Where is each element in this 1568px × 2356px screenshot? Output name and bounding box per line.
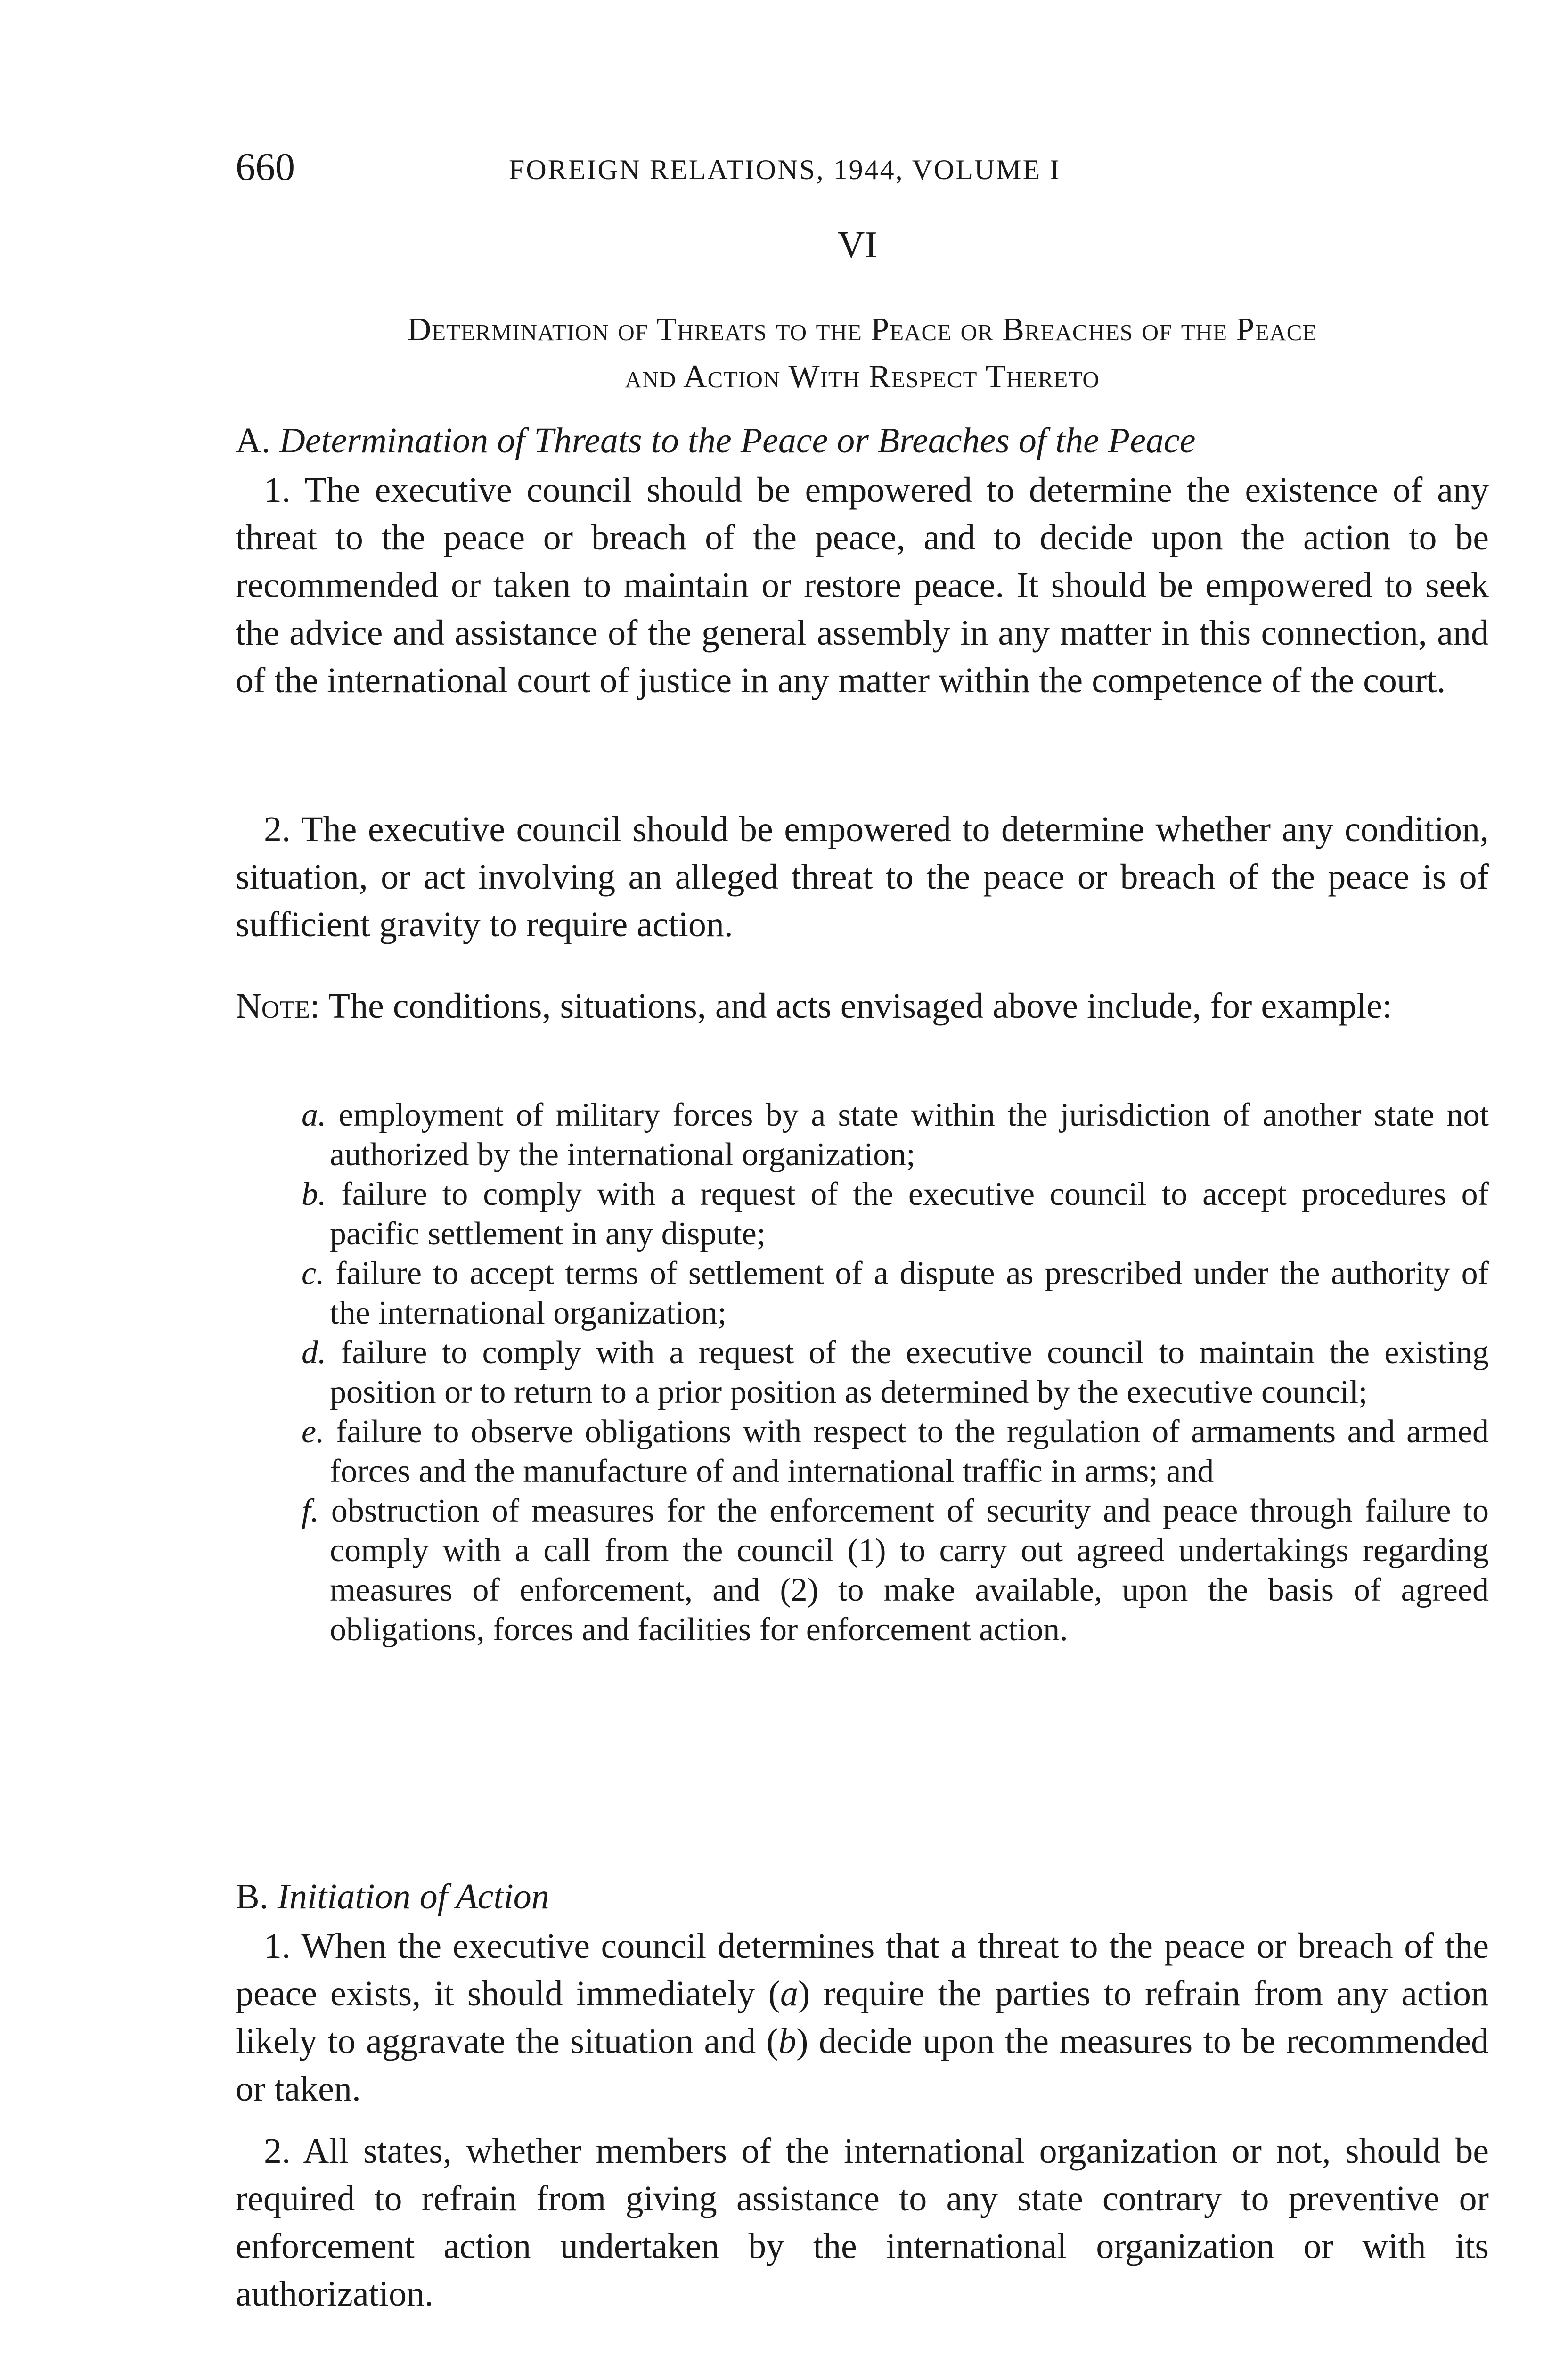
part-b-para-1-block [236,1922,1489,2113]
page-number: 660 [236,145,295,189]
list-letter: a. [302,1097,327,1133]
list-letter: d. [302,1334,327,1371]
part-b-para-1-text-b: ) require the parties to refrain from any action likely to aggravate the situation and ( [236,1974,1489,2061]
section-title-line-2: and Action With Respect Thereto [625,359,1100,395]
list-letter: b. [302,1176,327,1212]
subsection-heading-b [236,1873,1489,1920]
list-item-e [302,1412,1489,1491]
part-b-heading [236,1873,1489,1920]
conditions-list [302,1096,1489,1650]
part-b-paragraph-2: 2. All states, whether members of the international organization or not, should be required to refrain from giving assistance to any state contrary to preventive or enforcement action undertaken by the international organization or with its authorization. [236,2131,1489,2314]
list-text: failure to comply with a request of the executive council to accept procedures of pacific settlement in any dispute; [326,1176,1489,1252]
part-b-para-2-block [236,2127,1489,2318]
list-text: employment of military forces by a state within the jurisdiction of another state not authorized by the international organization; [326,1097,1489,1173]
note-block [236,982,1489,1030]
part-a-heading [236,417,1489,464]
page-header [236,141,1489,193]
section-numeral: VI [837,224,878,266]
list-letter: e. [302,1414,325,1450]
part-b-para-1-text-a: 1. When the executive council determines that a threat to the peace or breach of the peace exists, it should immediately ( [236,1926,1489,2013]
subsection-label-a: A. [236,421,270,460]
note-text: The conditions, situations, and acts envisaged above include, for example: [320,986,1392,1026]
list-item-a [302,1096,1489,1175]
list-item-d [302,1333,1489,1412]
section-title [236,306,1489,401]
subsection-title-b: Initiation of Action [277,1877,549,1916]
list-item-b [302,1175,1489,1254]
part-a-paragraph-2: 2. The executive council should be empowered to determine whether any condition, situation, or act involving an alleged threat to the peace or breach of the peace is of sufficient gravity to require action. [236,810,1489,944]
section-title-line-1: Determination of Threats to the Peace or Breaches of the Peace [407,311,1317,348]
part-a-paragraph-1: 1. The executive council should be empowered to determine the existence of any threat to the peace or breach of the peace, and to decide upon the action to be recommended or taken to maintain or restore peace. It should be empowered to seek the advice and assistance of the general assembly in any matter in this connection, and of the international court of justice in any matter within the competence of the court. [236,470,1489,700]
list-letter: f. [302,1493,319,1529]
list-item-f [302,1491,1489,1650]
part-b-para-1-letter-b: b [778,2021,797,2061]
running-head: FOREIGN RELATIONS, 1944, VOLUME I [509,154,1061,185]
part-b-para-1-text-c: ) decide upon the measures to be recommended or taken. [236,2021,1489,2109]
part-b-para-1-letter-a: a [780,1974,798,2013]
list-text: failure to accept terms of settlement of a dispute as prescribed under the authority of the international organization; [324,1255,1489,1331]
subsection-heading-a [236,417,1489,464]
subsection-title-a: Determination of Threats to the Peace or Breaches of the Peace [279,421,1196,460]
list-item-c [302,1254,1489,1333]
part-a-para-2-block [236,806,1489,949]
list-text: failure to comply with a request of the executive council to maintain the existing position or to return to a prior position as determined by the executive council; [326,1334,1489,1410]
note-paragraph [236,982,1489,1030]
list-text: obstruction of measures for the enforcement of security and peace through failure to comply with a call from the council (1) to carry out agreed undertakings regarding measures of enforcement, and (2) to make available, upon the basis of agreed obligations, forces and facilities for enforcement action. [318,1493,1489,1648]
list-text: failure to observe obligations with respect to the regulation of armaments and armed forces and the manufacture of and international traffic in arms; and [324,1414,1489,1489]
list-letter: c. [302,1255,325,1292]
note-label: Note: [236,986,320,1026]
part-a-para-1-block [236,466,1489,704]
subsection-label-b: B. [236,1877,269,1916]
part-b-paragraph-1 [236,1922,1489,2113]
